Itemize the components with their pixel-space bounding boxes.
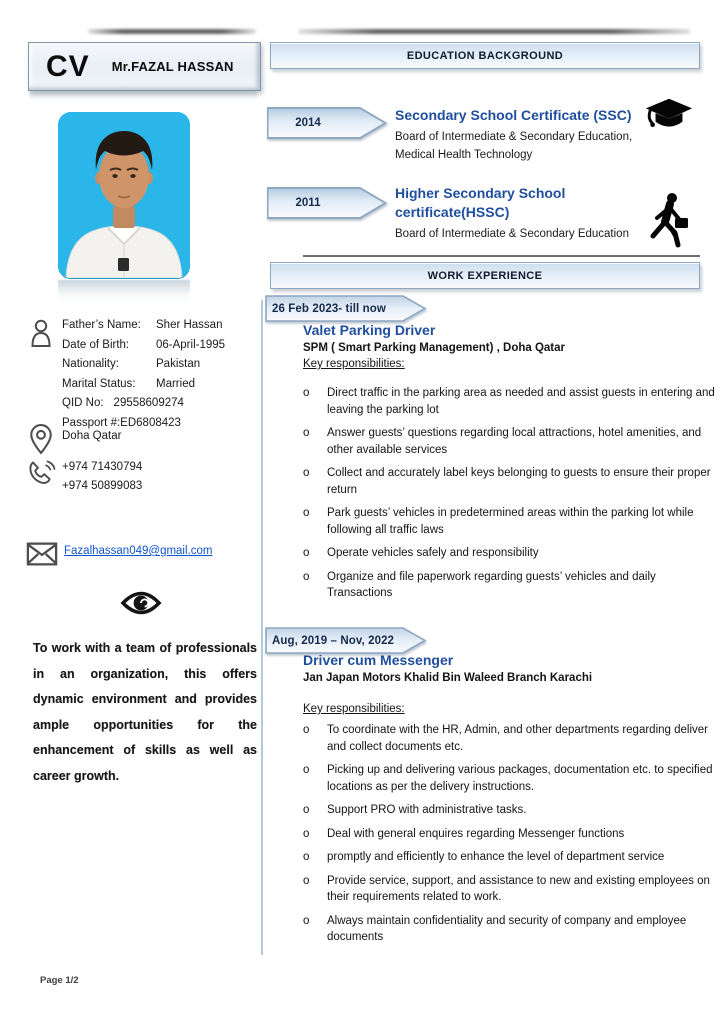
job1 (303, 322, 715, 609)
bullet-text: promptly and efficiently to enhance the level of department service (327, 851, 665, 863)
job2-title: Driver cum Messenger (303, 652, 454, 668)
cv-title-box (28, 42, 261, 91)
cv-label: CV (46, 49, 90, 83)
bullet-marker: o (303, 724, 310, 736)
bullet-text: Park guests’ vehicles in predetermined areas within the parking lot while following all traffic laws (327, 507, 694, 536)
profile-photo (58, 112, 190, 278)
education-board-line: Board of Intermediate & Secondary Education (395, 228, 629, 240)
phone-number-2: +974 50899083 (62, 479, 143, 492)
education-year: 2014 (295, 117, 321, 129)
responsibility-item (303, 802, 715, 819)
eye-icon (120, 588, 162, 618)
detail-value: Pakistan (156, 358, 201, 370)
work-section-header (270, 262, 700, 289)
detail-label: Father’s Name: (62, 319, 141, 331)
candidate-name: Mr.FAZAL HASSAN (111, 59, 234, 74)
responsibility-item (303, 873, 715, 906)
detail-row (62, 375, 262, 395)
education-year-banner-2011 (267, 187, 387, 219)
personal-details (62, 316, 262, 433)
bullet-marker: o (303, 764, 310, 776)
bullet-marker: o (303, 851, 310, 863)
page-number: Page 1/2 (40, 975, 79, 986)
phone-numbers (62, 458, 142, 495)
job2 (303, 652, 715, 953)
responsibility-item (303, 849, 715, 866)
bullet-marker: o (303, 804, 310, 816)
job2-dates-banner (265, 627, 427, 654)
work-section-title: WORK EXPERIENCE (427, 269, 543, 282)
education-section-header (270, 42, 700, 69)
education-degree-title: Secondary School Certificate (SSC) (395, 107, 632, 123)
detail-value: Married (156, 377, 195, 390)
job1-title: Valet Parking Driver (303, 322, 436, 338)
bullet-text: Support PRO with administrative tasks. (327, 804, 527, 816)
detail-row (62, 394, 262, 414)
job1-dates: 26 Feb 2023- till now (272, 302, 386, 315)
responsibility-item (303, 762, 715, 795)
responsibility-item (303, 505, 715, 538)
responsibility-item (303, 722, 715, 755)
mail-icon (26, 541, 58, 567)
detail-label: Marital Status: (62, 377, 136, 390)
education-program-line: Medical Health Technology (395, 149, 533, 161)
job1-responsibilities (303, 385, 715, 602)
detail-label: Date of Birth: (62, 338, 130, 351)
bullet-marker: o (303, 874, 310, 887)
businessman-icon (646, 192, 690, 250)
career-objective: To work with a team of professionals in an organization, this offers dynamic environment and provides ample opportunities for the enhancement of skills as well as career growth. (33, 641, 257, 783)
detail-label: Passport #: (62, 416, 121, 429)
job2-dates: Aug, 2019 – Nov, 2022 (272, 634, 395, 647)
detail-value: 06-April-1995 (156, 338, 226, 351)
bullet-text: Answer guests’ questions regarding local attractions, hotel amenities, and other available services (327, 427, 702, 456)
bullet-marker: o (303, 827, 310, 840)
responsibility-item (303, 385, 715, 418)
column-divider (261, 300, 263, 955)
job2-company: Jan Japan Motors Khalid Bin Waleed Branch Karachi (303, 672, 593, 684)
responsibility-item (303, 826, 715, 843)
education-year-banner-2014 (267, 107, 387, 139)
bullet-marker: o (303, 507, 310, 519)
bullet-marker: o (303, 914, 310, 927)
bullet-text: Picking up and delivering various packages, documentation etc. to specified locations as per the delivery instructions. (327, 764, 713, 793)
detail-row (62, 336, 262, 356)
bullet-marker: o (303, 547, 310, 559)
bullet-marker: o (303, 427, 310, 439)
job1-company: SPM ( Smart Parking Management) , Doha Qatar (303, 342, 566, 354)
education-degree-title: Higher Secondary School certificate(HSSC) (395, 185, 566, 220)
responsibility-item (303, 913, 715, 946)
bullet-text: To coordinate with the HR, Admin, and other departments regarding deliver and collect documents etc. (327, 724, 708, 753)
bevel-shadow-left (88, 29, 256, 34)
bullet-text: Operate vehicles safely and responsibility (327, 547, 539, 559)
phone-icon (26, 459, 56, 489)
education-entry (395, 184, 629, 243)
job2-responsibilities (303, 722, 715, 946)
bullet-marker: o (303, 467, 310, 479)
detail-label: QID No: (62, 397, 104, 409)
responsibility-item (303, 545, 715, 562)
job2-key-responsibilities-label: Key responsibilities: (303, 703, 405, 715)
education-year: 2011 (295, 197, 321, 209)
bevel-shadow-right (298, 29, 690, 34)
detail-value: 29558609274 (113, 397, 184, 409)
detail-row (62, 355, 262, 375)
responsibility-item (303, 425, 715, 458)
bullet-marker: o (303, 570, 310, 583)
person-icon (27, 318, 55, 348)
section-divider-line (303, 255, 700, 257)
detail-value: ED6808423 (120, 416, 181, 429)
bullet-text: Deal with general enquires regarding Messenger functions (327, 827, 625, 840)
bullet-text: Always maintain confidentiality and security of company and employee documents (327, 914, 687, 943)
bullet-text: Collect and accurately label keys belonging to guests to ensure their proper return (327, 467, 711, 496)
education-entry (395, 106, 632, 164)
bullet-text: Organize and file paperwork regarding guests’ vehicles and daily Transactions (327, 570, 656, 599)
location-text: Doha Qatar (62, 430, 122, 442)
responsibility-item (303, 569, 715, 602)
photo-reflection (58, 280, 190, 306)
detail-label: Nationality: (62, 358, 119, 370)
job1-key-responsibilities-label: Key responsibilities: (303, 358, 405, 370)
photo-portrait-illustration (58, 112, 190, 278)
responsibility-item (303, 465, 715, 498)
education-board-line: Board of Intermediate & Secondary Education, (395, 131, 633, 143)
bullet-text: Provide service, support, and assistance to new and existing employees on their requirements related to work. (327, 874, 710, 903)
graduation-cap-icon (644, 96, 694, 138)
cv-box-reflection (30, 91, 257, 100)
detail-row (62, 316, 262, 336)
bullet-text: Direct traffic in the parking area as needed and assist guests in entering and leaving the parking lot (327, 387, 715, 416)
education-section-title: EDUCATION BACKGROUND (406, 49, 564, 62)
email-link[interactable]: Fazalhassan049@gmail.com (64, 545, 213, 557)
bullet-marker: o (303, 387, 310, 399)
phone-number-1: +974 71430794 (62, 461, 143, 473)
job1-dates-banner (265, 295, 427, 322)
detail-value: Sher Hassan (156, 319, 223, 331)
location-pin-icon (28, 423, 54, 455)
